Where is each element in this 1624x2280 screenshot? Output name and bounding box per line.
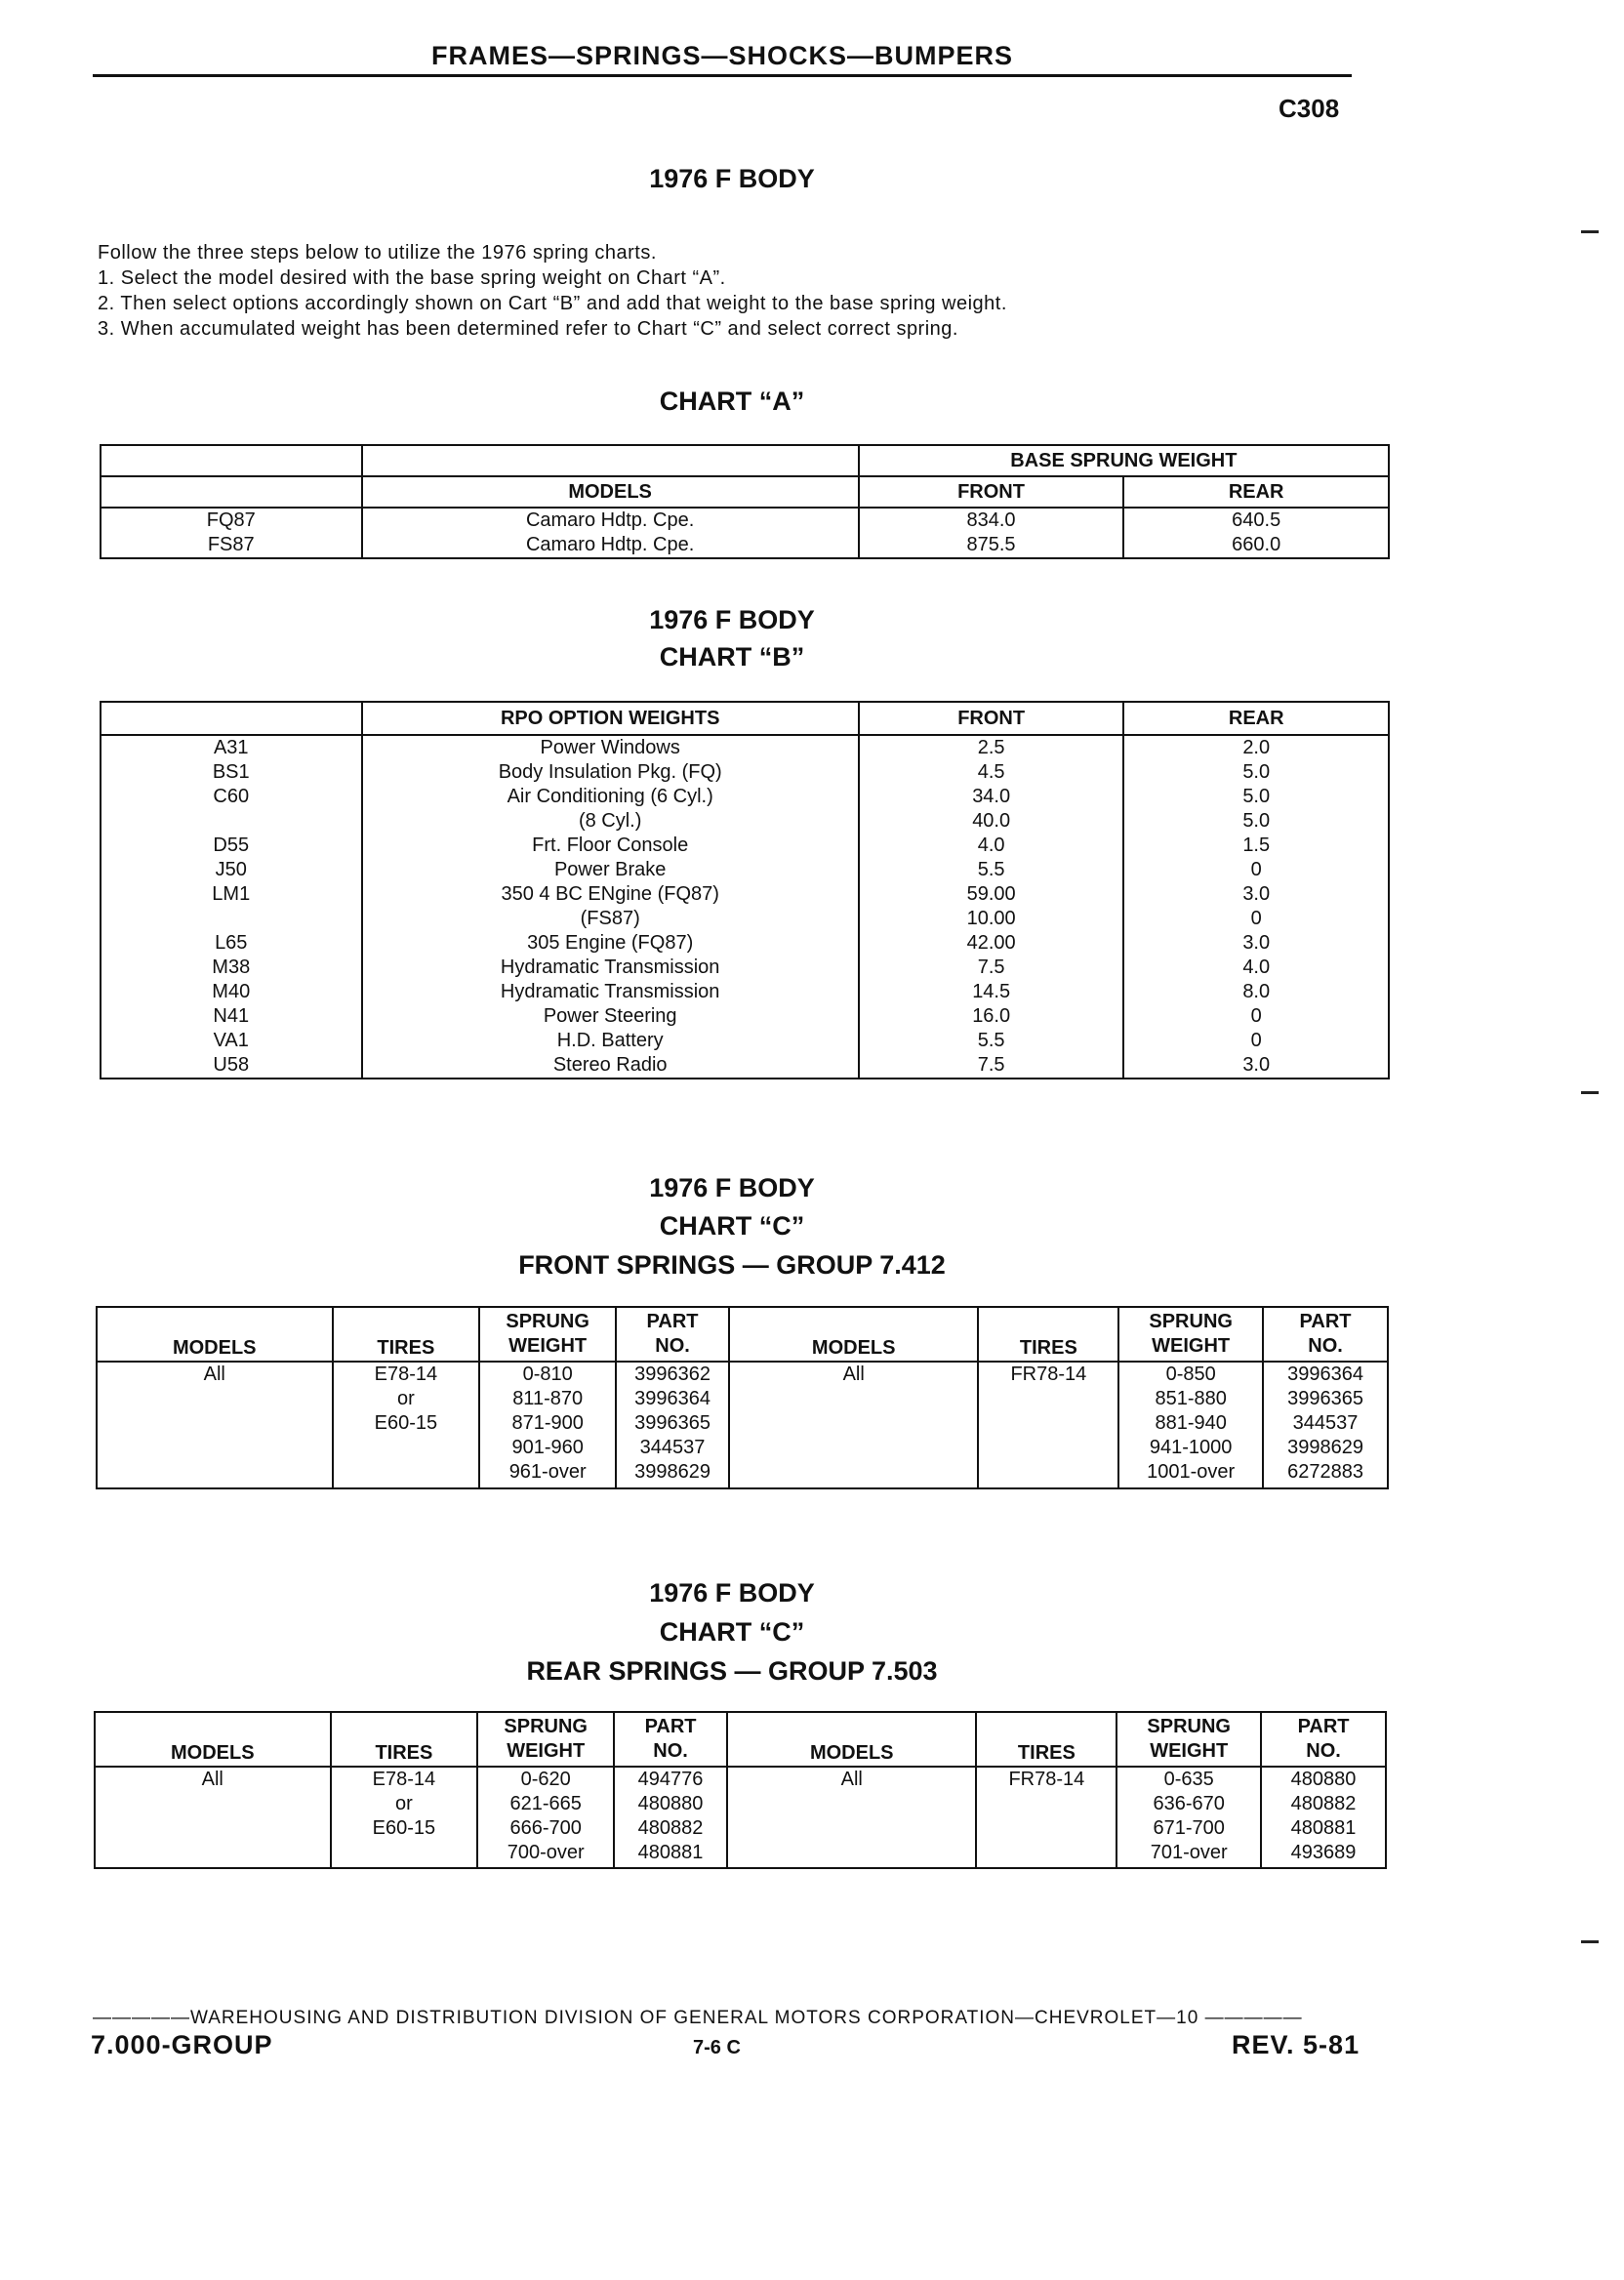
- rear-weight: 1.5: [1123, 834, 1389, 858]
- rear-weight: 640.5: [1123, 508, 1389, 533]
- front-weight: 7.5: [859, 1053, 1124, 1079]
- rear-weight: 0: [1123, 1029, 1389, 1053]
- parts-cell: 494776 480880 480882 480881: [614, 1767, 727, 1868]
- table-row: [101, 760, 1389, 785]
- tires-cell: E78-14 or E60-15: [331, 1767, 478, 1868]
- models-header: MODELS: [362, 476, 859, 508]
- table-row: [101, 1053, 1389, 1079]
- option-code: N41: [101, 1004, 362, 1029]
- part-no-header: PART NO.: [1263, 1307, 1388, 1362]
- page-header-title: FRAMES—SPRINGS—SHOCKS—BUMPERS: [430, 41, 1014, 70]
- option-code: [101, 809, 362, 834]
- sprung-weight-header: SPRUNG WEIGHT: [1116, 1712, 1261, 1767]
- rear-header: REAR: [1123, 702, 1389, 735]
- sprung-weight-header: SPRUNG WEIGHT: [477, 1712, 614, 1767]
- instruction-line: Follow the three steps below to utilize the 1976 spring charts.: [98, 242, 657, 264]
- option-code: A31: [101, 735, 362, 760]
- table-row: [101, 533, 1389, 558]
- section-heading: 1976 F BODY: [649, 164, 815, 193]
- option-code: D55: [101, 834, 362, 858]
- tires-header: TIRES: [978, 1307, 1118, 1362]
- option-code: LM1: [101, 882, 362, 907]
- front-weight: 4.0: [859, 834, 1124, 858]
- chart-c-front-title: CHART “C”: [659, 1211, 805, 1241]
- tires-header: TIRES: [976, 1712, 1116, 1767]
- rear-weight: 0: [1123, 858, 1389, 882]
- rear-weight: 660.0: [1123, 533, 1389, 558]
- table-row: [101, 980, 1389, 1004]
- option-name: Hydramatic Transmission: [362, 956, 859, 980]
- instruction-line: 1. Select the model desired with the base spring weight on Chart “A”.: [98, 267, 726, 289]
- rear-weight: 2.0: [1123, 735, 1389, 760]
- tires-header: TIRES: [333, 1307, 480, 1362]
- chart-c-rear-title: CHART “C”: [659, 1617, 805, 1647]
- rear-weight: 3.0: [1123, 931, 1389, 956]
- table-row: [101, 1004, 1389, 1029]
- table-row: [101, 785, 1389, 809]
- option-code: BS1: [101, 760, 362, 785]
- front-weight: 5.5: [859, 858, 1124, 882]
- option-name: (FS87): [362, 907, 859, 931]
- rear-weight: 4.0: [1123, 956, 1389, 980]
- margin-mark: [1581, 1940, 1599, 1943]
- rear-weight: 8.0: [1123, 980, 1389, 1004]
- front-weight: 14.5: [859, 980, 1124, 1004]
- sprung-weight-header: SPRUNG WEIGHT: [1118, 1307, 1263, 1362]
- rear-header: REAR: [1123, 476, 1389, 508]
- option-weights-header: RPO OPTION WEIGHTS: [362, 702, 859, 735]
- tires-cell: E78-14 or E60-15: [333, 1362, 480, 1488]
- option-name: Body Insulation Pkg. (FQ): [362, 760, 859, 785]
- tires-cell: FR78-14: [976, 1767, 1116, 1868]
- option-code: U58: [101, 1053, 362, 1079]
- chart-a-title: CHART “A”: [659, 387, 805, 416]
- chart-b-heading: 1976 F BODY: [649, 605, 815, 634]
- option-code: VA1: [101, 1029, 362, 1053]
- front-weight: 59.00: [859, 882, 1124, 907]
- front-weight: 10.00: [859, 907, 1124, 931]
- option-name: Frt. Floor Console: [362, 834, 859, 858]
- option-name: Power Steering: [362, 1004, 859, 1029]
- tires-header: TIRES: [331, 1712, 478, 1767]
- front-weight: 4.5: [859, 760, 1124, 785]
- model-name: Camaro Hdtp. Cpe.: [362, 508, 859, 533]
- option-name: 350 4 BC ENgine (FQ87): [362, 882, 859, 907]
- chart-b-table: [100, 701, 1390, 1079]
- sprung-weight-header: SPRUNG WEIGHT: [479, 1307, 616, 1362]
- part-no-header: PART NO.: [1261, 1712, 1386, 1767]
- option-code: C60: [101, 785, 362, 809]
- part-no-header: PART NO.: [614, 1712, 727, 1767]
- instruction-line: 2. Then select options accordingly shown on Cart “B” and add that weight to the base spring weight.: [98, 293, 1007, 314]
- rear-weight: 0: [1123, 907, 1389, 931]
- rear-springs-table: [94, 1711, 1387, 1869]
- table-row: [101, 508, 1389, 533]
- front-weight: 42.00: [859, 931, 1124, 956]
- header-rule: [93, 74, 1352, 77]
- option-code: [101, 907, 362, 931]
- rear-weight: 5.0: [1123, 809, 1389, 834]
- rear-weight: 3.0: [1123, 882, 1389, 907]
- option-name: (8 Cyl.): [362, 809, 859, 834]
- option-name: Air Conditioning (6 Cyl.): [362, 785, 859, 809]
- chart-c-rear-subtitle: REAR SPRINGS — GROUP 7.503: [526, 1656, 938, 1686]
- rear-weight: 0: [1123, 1004, 1389, 1029]
- front-header: FRONT: [859, 476, 1124, 508]
- table-row: [101, 907, 1389, 931]
- option-name: Hydramatic Transmission: [362, 980, 859, 1004]
- base-sprung-weight-header: BASE SPRUNG WEIGHT: [859, 445, 1389, 476]
- table-row: [101, 931, 1389, 956]
- front-weight: 34.0: [859, 785, 1124, 809]
- option-code: M38: [101, 956, 362, 980]
- option-code: L65: [101, 931, 362, 956]
- option-name: H.D. Battery: [362, 1029, 859, 1053]
- model-cell: All: [727, 1767, 976, 1868]
- rear-weight: 5.0: [1123, 785, 1389, 809]
- table-row: [101, 956, 1389, 980]
- table-row: [101, 834, 1389, 858]
- chart-c-rear-heading: 1976 F BODY: [649, 1578, 815, 1608]
- option-code: M40: [101, 980, 362, 1004]
- front-weight: 40.0: [859, 809, 1124, 834]
- table-row: [101, 1029, 1389, 1053]
- weights-cell: 0-810 811-870 871-900 901-960 961-over: [479, 1362, 616, 1488]
- footer-revision: REV. 5-81: [1232, 2030, 1360, 2059]
- model-name: Camaro Hdtp. Cpe.: [362, 533, 859, 558]
- weights-cell: 0-635 636-670 671-700 701-over: [1116, 1767, 1261, 1868]
- parts-cell: 3996362 3996364 3996365 344537 3998629: [616, 1362, 729, 1488]
- tires-cell: FR78-14: [978, 1362, 1118, 1488]
- rear-weight: 5.0: [1123, 760, 1389, 785]
- parts-cell: 3996364 3996365 344537 3998629 6272883: [1263, 1362, 1388, 1488]
- option-name: 305 Engine (FQ87): [362, 931, 859, 956]
- option-name: Power Windows: [362, 735, 859, 760]
- front-weight: 7.5: [859, 956, 1124, 980]
- chart-b-title: CHART “B”: [659, 642, 805, 672]
- parts-cell: 480880 480882 480881 493689: [1261, 1767, 1386, 1868]
- model-code: FQ87: [101, 508, 362, 533]
- rear-weight: 3.0: [1123, 1053, 1389, 1079]
- option-name: Stereo Radio: [362, 1053, 859, 1079]
- model-cell: All: [729, 1362, 978, 1488]
- chart-c-front-subtitle: FRONT SPRINGS — GROUP 7.412: [518, 1250, 946, 1280]
- chart-a-table: [100, 444, 1390, 559]
- footer-publisher-line: —————WAREHOUSING AND DISTRIBUTION DIVISION OF GENERAL MOTORS CORPORATION—CHEVROLET—10 —————: [93, 2008, 1303, 2028]
- front-header: FRONT: [859, 702, 1124, 735]
- front-weight: 16.0: [859, 1004, 1124, 1029]
- weights-cell: 0-620 621-665 666-700 700-over: [477, 1767, 614, 1868]
- front-weight: 2.5: [859, 735, 1124, 760]
- models-header: MODELS: [95, 1712, 331, 1767]
- footer-group: 7.000-GROUP: [91, 2030, 273, 2059]
- weights-cell: 0-850 851-880 881-940 941-1000 1001-over: [1118, 1362, 1263, 1488]
- front-weight: 5.5: [859, 1029, 1124, 1053]
- footer-page-number: 7-6 C: [693, 2037, 741, 2058]
- option-name: Power Brake: [362, 858, 859, 882]
- table-row: [101, 809, 1389, 834]
- table-row: [101, 858, 1389, 882]
- margin-mark: [1581, 230, 1599, 233]
- page-code: C308: [1279, 94, 1340, 123]
- instructions: [98, 240, 1007, 342]
- models-header: MODELS: [97, 1307, 333, 1362]
- option-code: J50: [101, 858, 362, 882]
- models-header: MODELS: [727, 1712, 976, 1767]
- table-row: [101, 882, 1389, 907]
- part-no-header: PART NO.: [616, 1307, 729, 1362]
- models-header: MODELS: [729, 1307, 978, 1362]
- chart-c-front-heading: 1976 F BODY: [649, 1173, 815, 1202]
- model-code: FS87: [101, 533, 362, 558]
- model-cell: All: [95, 1767, 331, 1868]
- front-weight: 875.5: [859, 533, 1124, 558]
- front-springs-table: [96, 1306, 1389, 1489]
- front-weight: 834.0: [859, 508, 1124, 533]
- model-cell: All: [97, 1362, 333, 1488]
- table-row: [101, 735, 1389, 760]
- margin-mark: [1581, 1091, 1599, 1094]
- instruction-line: 3. When accumulated weight has been determined refer to Chart “C” and select correct spring.: [98, 318, 958, 340]
